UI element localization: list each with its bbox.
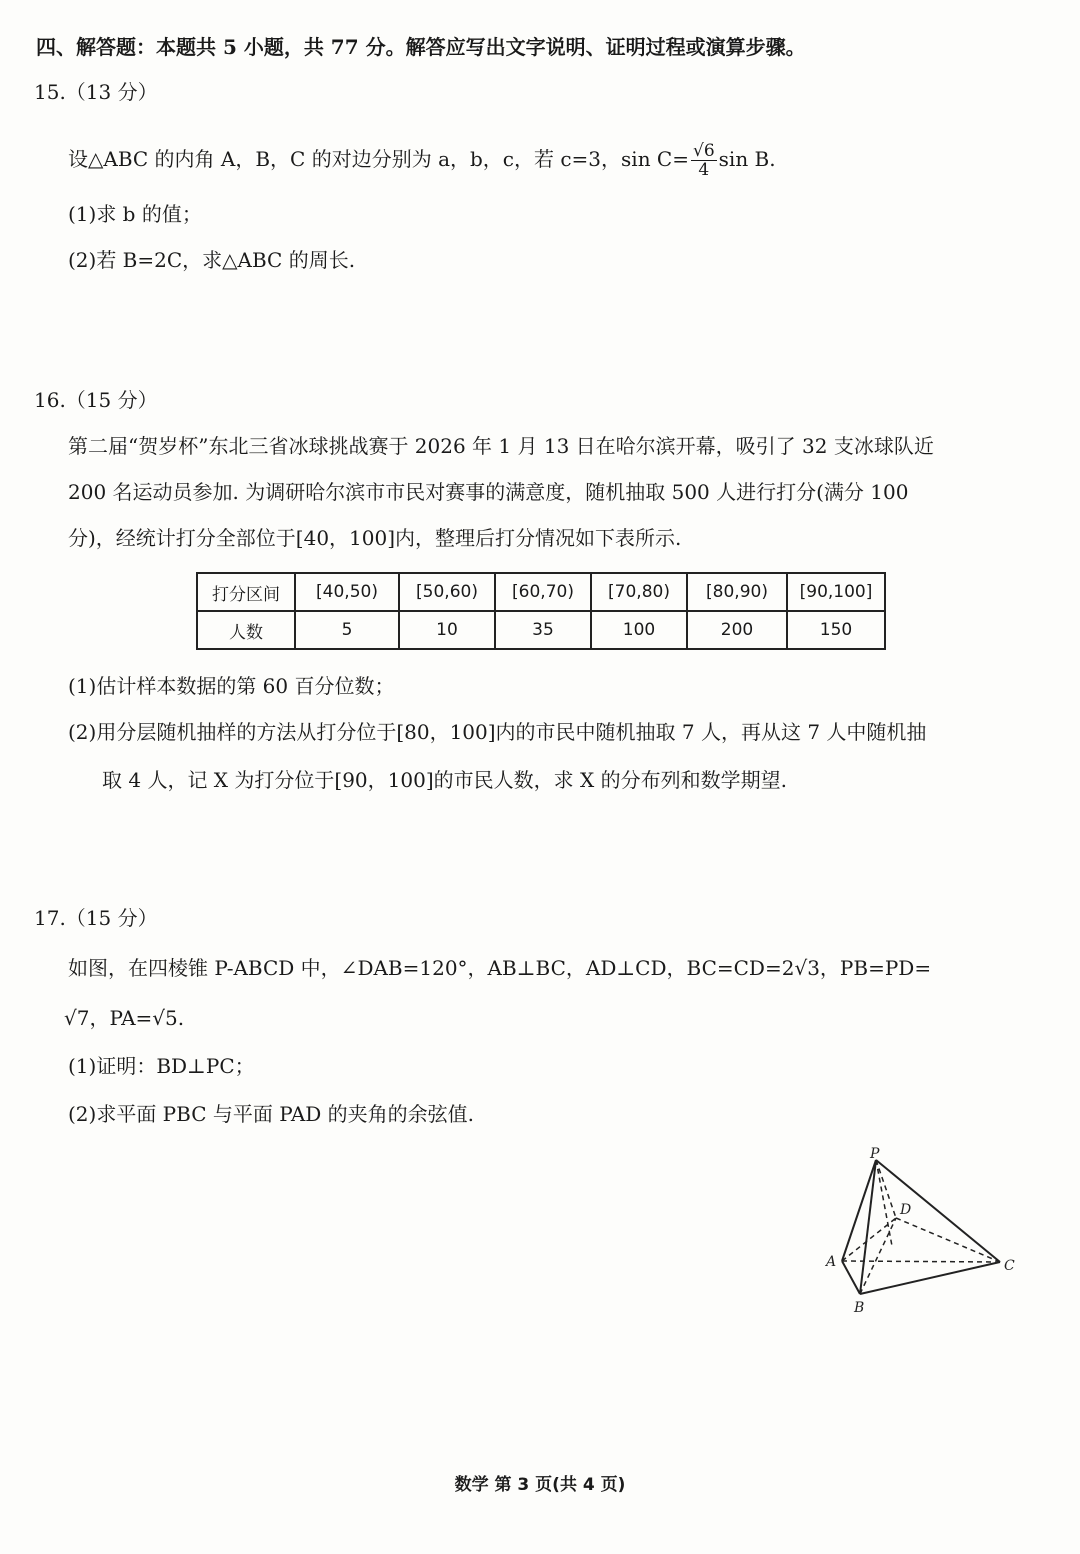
table-cell-interval: [40,50)	[295, 573, 399, 611]
q16-stem-line2: 200 名运动员参加. 为调研哈尔滨市市民对赛事的满意度，随机抽取 500 人进行打分(满分 100	[68, 480, 909, 504]
q16-number: 16.（15 分）	[34, 388, 158, 412]
q15-frac-denominator: 4	[698, 160, 710, 180]
q15-stem-pre: 设△ABC 的内角 A，B，C 的对边分别为 a，b，c，若 c=3，sin C=	[68, 147, 689, 171]
label-D: D	[900, 1202, 912, 1218]
edge-AB	[842, 1261, 860, 1294]
q16-part2-line2: 取 4 人，记 X 为打分位于[90，100]的市民人数，求 X 的分布列和数学期望.	[102, 768, 787, 792]
q17-stem-line2: √7，PA=√5.	[64, 1006, 185, 1030]
edge-DC	[896, 1218, 1000, 1262]
score-table-row-counts	[197, 611, 885, 649]
q16-part2-line1: (2)用分层随机抽样的方法从打分位于[80，100]内的市民中随机抽取 7 人，再从这 7 人中随机抽	[68, 720, 927, 744]
pyramid-figure	[820, 1146, 1020, 1316]
q15-part1: (1)求 b 的值；	[68, 202, 202, 226]
page-footer: 数学 第 3 页(共 4 页)	[454, 1475, 626, 1495]
label-P: P	[870, 1146, 880, 1162]
q15-part2: (2)若 B=2C，求△ABC 的周长.	[68, 248, 356, 272]
score-table	[196, 572, 886, 650]
q17-part1: (1)证明：BD⊥PC；	[68, 1054, 255, 1078]
label-C: C	[1004, 1258, 1015, 1274]
table-cell-count: 5	[295, 611, 399, 649]
table-header-interval: 打分区间	[197, 573, 295, 611]
edge-AC	[842, 1261, 1000, 1262]
q15-stem-post: sin B.	[718, 147, 776, 171]
table-cell-interval: [50,60)	[399, 573, 495, 611]
q15-number: 15.（13 分）	[34, 80, 158, 104]
label-B: B	[854, 1300, 865, 1316]
q16-stem-line1: 第二届“贺岁杯”东北三省冰球挑战赛于 2026 年 1 月 13 日在哈尔滨开幕，吸引了 32 支冰球队近	[68, 434, 934, 458]
table-cell-count: 200	[687, 611, 787, 649]
edge-PO	[876, 1160, 892, 1246]
edge-BC	[860, 1262, 1000, 1294]
table-cell-count: 35	[495, 611, 591, 649]
q17-number: 17.（15 分）	[34, 906, 158, 930]
table-cell-interval: [60,70)	[495, 573, 591, 611]
edge-PB	[860, 1160, 876, 1294]
q15-frac-numerator: √6	[693, 141, 715, 161]
table-cell-interval: [80,90)	[687, 573, 787, 611]
q17-stem-line1: 如图，在四棱锥 P-ABCD 中，∠DAB=120°，AB⊥BC，AD⊥CD，BC=CD=2√3，PB=PD=	[68, 956, 932, 980]
q16-part1: (1)估计样本数据的第 60 百分位数；	[68, 674, 395, 698]
q15-stem	[68, 142, 776, 179]
table-cell-interval: [90,100]	[787, 573, 885, 611]
label-A: A	[826, 1254, 837, 1270]
q17-part2: (2)求平面 PBC 与平面 PAD 的夹角的余弦值.	[68, 1102, 475, 1126]
table-header-count: 人数	[197, 611, 295, 649]
table-cell-count: 100	[591, 611, 687, 649]
table-cell-count: 10	[399, 611, 495, 649]
q16-stem-line3: 分)，经统计打分全部位于[40，100]内，整理后打分情况如下表所示.	[68, 526, 682, 550]
section-title: 四、解答题：本题共 5 小题，共 77 分。解答应写出文字说明、证明过程或演算步骤。	[36, 35, 806, 59]
q15-fraction	[691, 142, 717, 179]
table-cell-count: 150	[787, 611, 885, 649]
table-cell-interval: [70,80)	[591, 573, 687, 611]
score-table-row-intervals	[197, 573, 885, 611]
edge-PC	[876, 1160, 1000, 1262]
